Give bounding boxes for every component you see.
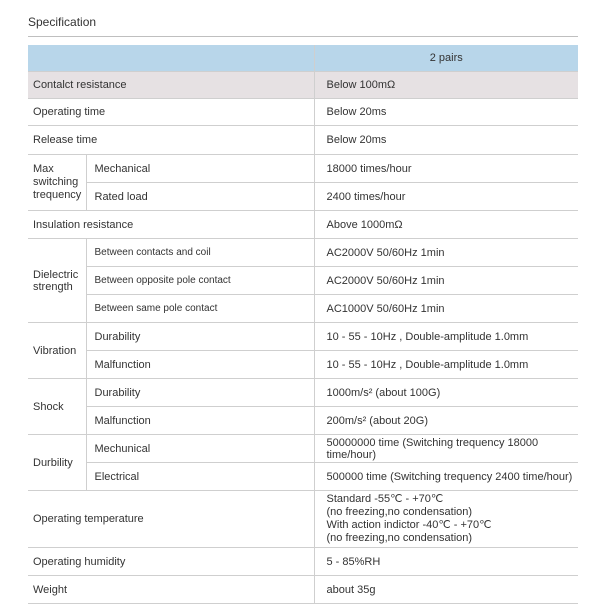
row-value: 500000 time (Switching trequency 2400 time/hour) (314, 463, 578, 491)
row-value: 2400 times/hour (314, 183, 578, 211)
row-label: Operating time (28, 99, 314, 126)
table-row (28, 211, 578, 239)
row-value: 5 - 85%RH (314, 548, 578, 576)
row-value: 10 - 55 - 10Hz , Double-amplitude 1.0mm (314, 323, 578, 351)
page-title: Specification (28, 15, 97, 29)
row-value: 1000m/s² (about 100G) (314, 379, 578, 407)
table-row (28, 548, 578, 576)
title-divider (28, 36, 578, 37)
group-label: Shock (28, 379, 86, 435)
row-value: about 35g (314, 576, 578, 604)
table-row (28, 267, 578, 295)
sub-label: Between same pole contact (86, 295, 314, 323)
table-row (28, 323, 578, 351)
row-value: 200m/s² (about 20G) (314, 407, 578, 435)
table-row (28, 435, 578, 463)
group-label: Vibration (28, 323, 86, 379)
table-row (28, 99, 578, 126)
row-value: 50000000 time (Switching trequency 18000 time/hour) (314, 435, 578, 463)
row-label: Weight (28, 576, 314, 604)
table-row (28, 491, 578, 548)
row-value: 10 - 55 - 10Hz , Double-amplitude 1.0mm (314, 351, 578, 379)
table-row (28, 239, 578, 267)
sub-label: Durability (86, 379, 314, 407)
row-value: 18000 times/hour (314, 155, 578, 183)
row-label: Insulation resistance (28, 211, 314, 239)
temp-line: (no freezing,no condensation) (326, 532, 473, 544)
row-label: Release time (28, 126, 314, 155)
group-label: Dielectric strength (28, 239, 86, 323)
row-value: Below 100mΩ (314, 72, 578, 99)
table-row (28, 155, 578, 183)
table-header-row (28, 45, 578, 72)
table-row (28, 407, 578, 435)
row-value: AC1000V 50/60Hz 1min (314, 295, 578, 323)
sub-label: Mechunical (86, 435, 314, 463)
table-row (28, 126, 578, 155)
group-label: Durbility (28, 435, 86, 491)
table-row (28, 183, 578, 211)
temp-line: Standard -55℃ - +70℃ (326, 493, 444, 505)
row-value: Below 20ms (314, 99, 578, 126)
sub-label: Rated load (86, 183, 314, 211)
sub-label: Durability (86, 323, 314, 351)
sub-label: Electrical (86, 463, 314, 491)
row-value: AC2000V 50/60Hz 1min (314, 239, 578, 267)
row-value: Above 1000mΩ (314, 211, 578, 239)
sub-label: Malfunction (86, 351, 314, 379)
row-value (314, 491, 578, 548)
header-blank-cell (28, 45, 314, 72)
sub-label: Mechanical (86, 155, 314, 183)
header-column-label: 2 pairs (314, 45, 578, 72)
group-label: Max switching trequency (28, 155, 86, 211)
row-value: Below 20ms (314, 126, 578, 155)
row-label: Operating temperature (28, 491, 314, 548)
row-label: Operating humidity (28, 548, 314, 576)
table-row (28, 576, 578, 604)
table-row (28, 379, 578, 407)
row-label: Contalct resistance (28, 72, 314, 99)
table-row (28, 351, 578, 379)
temp-line: (no freezing,no condensation) (326, 506, 473, 518)
sub-label: Malfunction (86, 407, 314, 435)
row-value: AC2000V 50/60Hz 1min (314, 267, 578, 295)
table-row (28, 295, 578, 323)
temp-line: With action indictor -40℃ - +70℃ (326, 519, 492, 531)
sub-label: Between opposite pole contact (86, 267, 314, 295)
specification-table (28, 45, 578, 604)
table-row (28, 463, 578, 491)
table-row (28, 72, 578, 99)
sub-label: Between contacts and coil (86, 239, 314, 267)
